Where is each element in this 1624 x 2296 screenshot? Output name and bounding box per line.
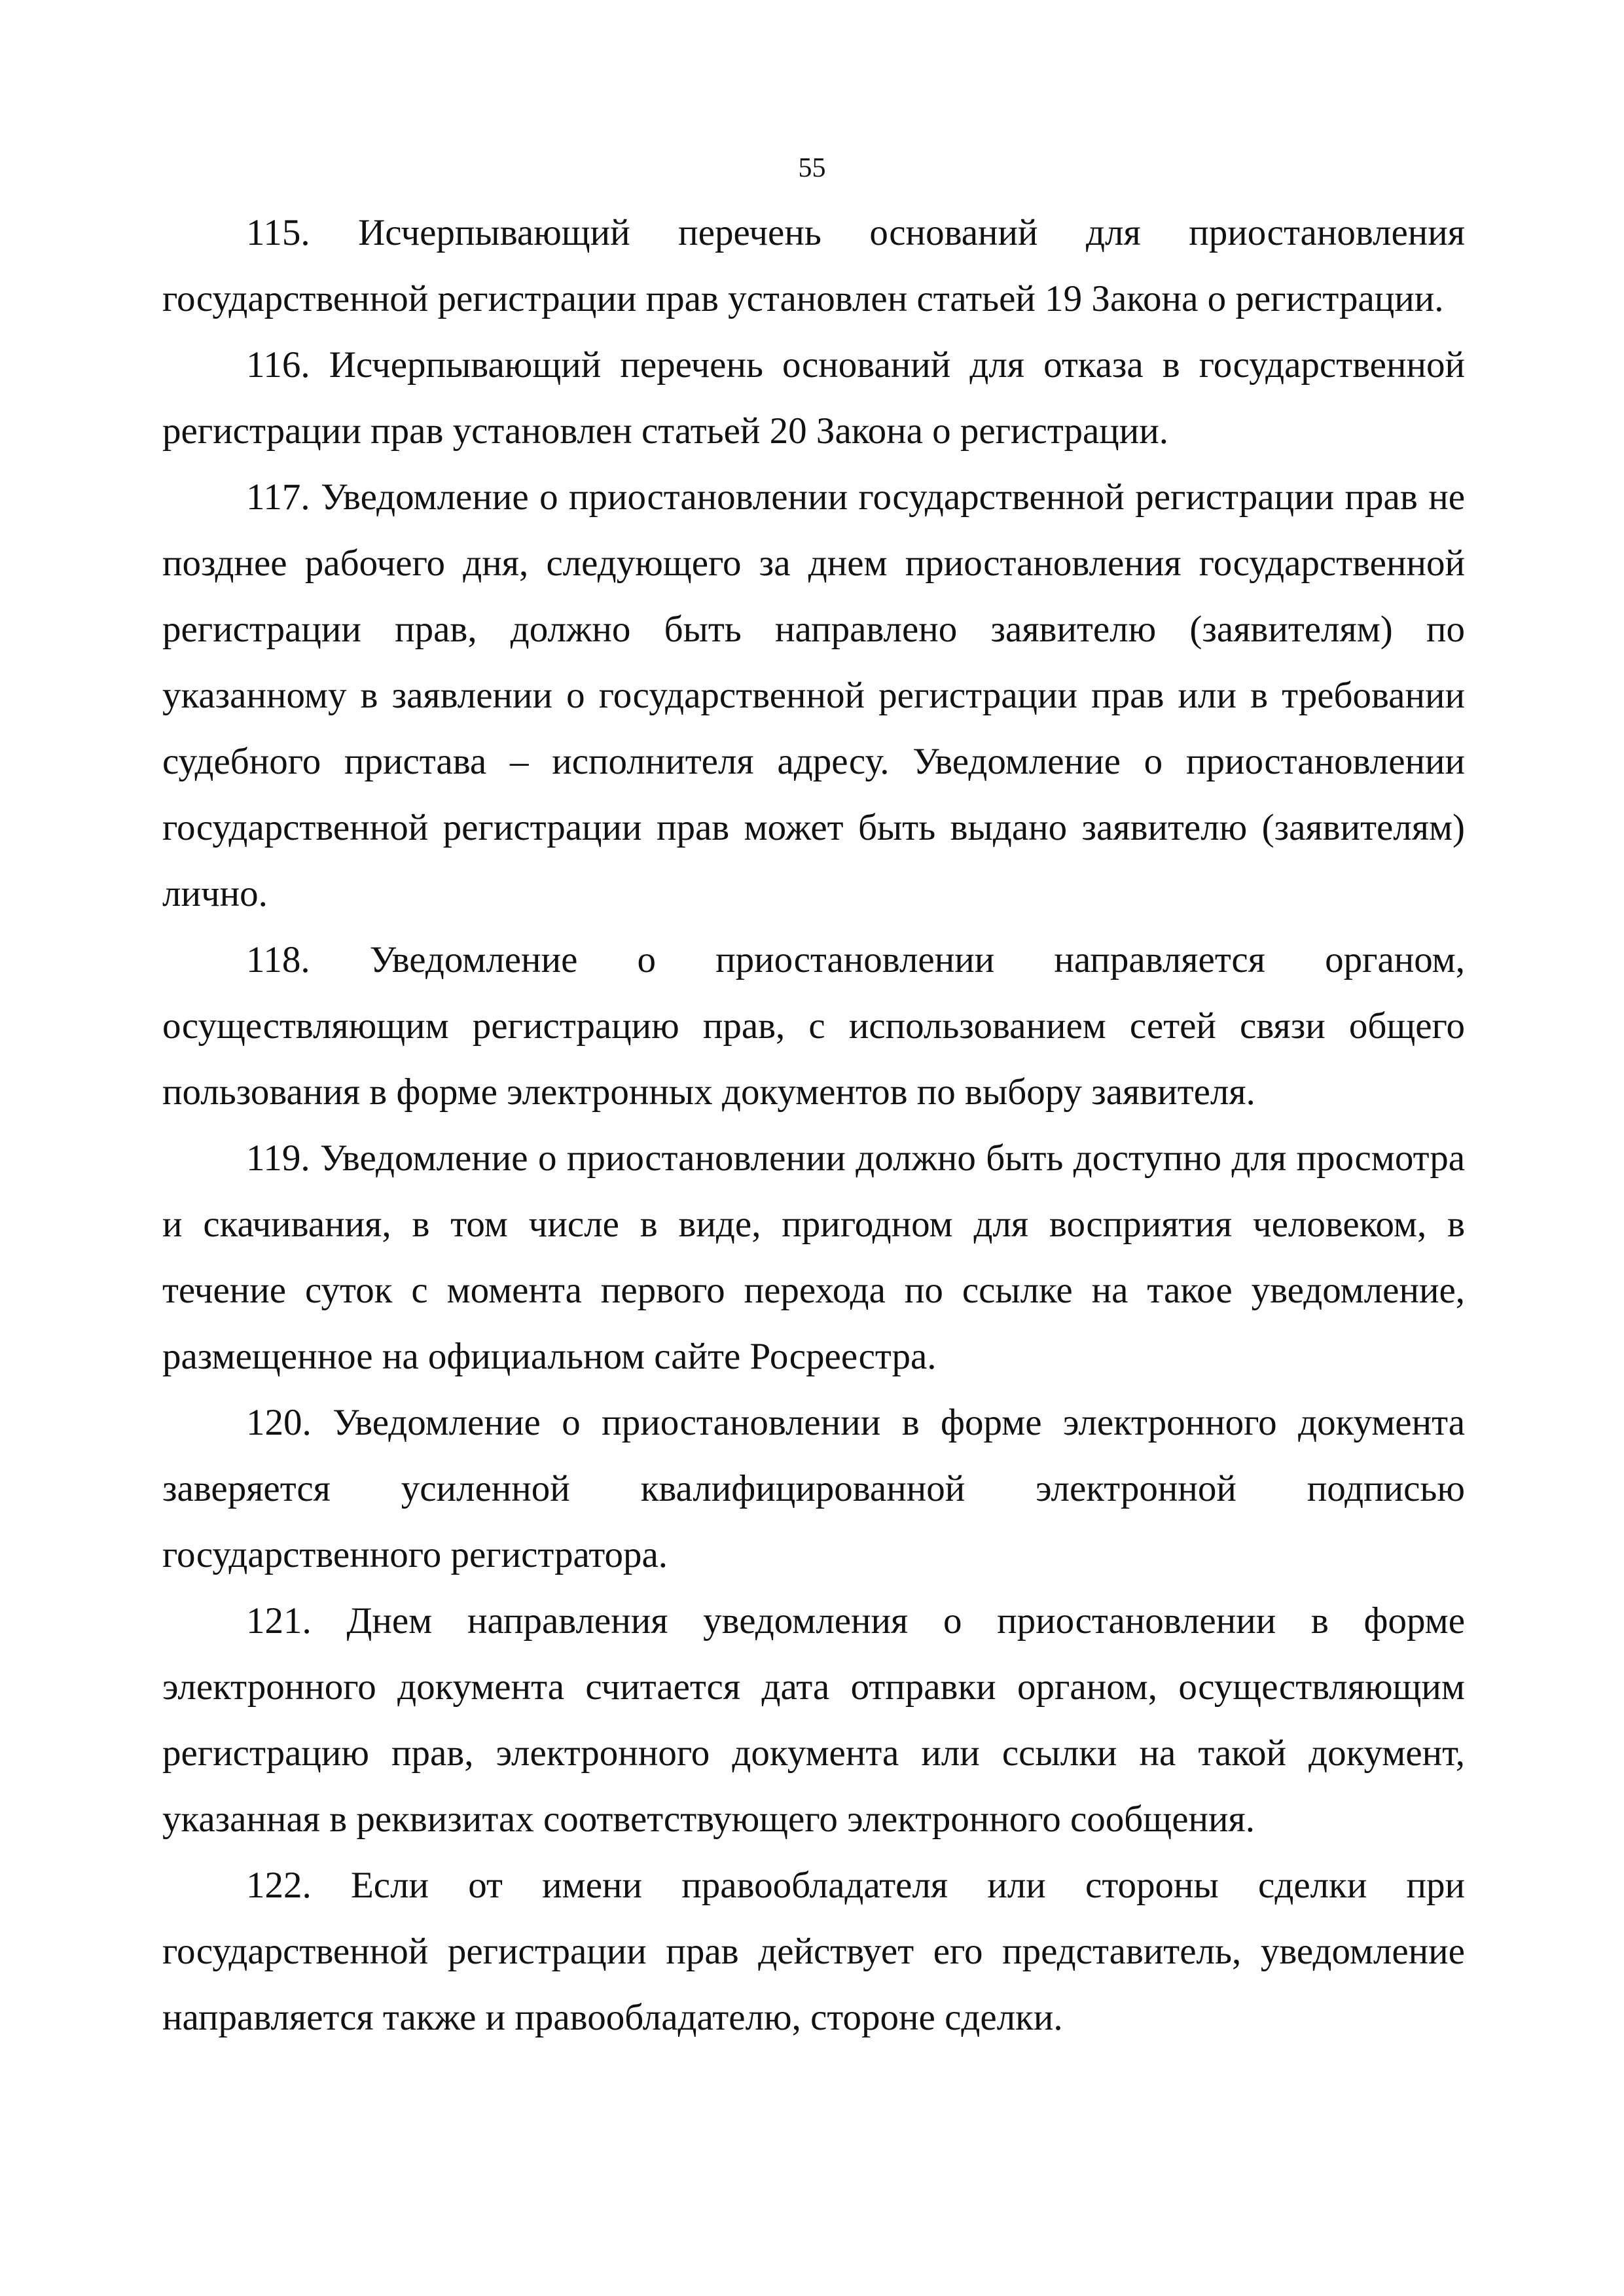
- paragraph-119: 119. Уведомление о приостановлении должно быть доступно для просмотра и скачивания, в том числе в виде, пригодном для восприятия человеком, в течение суток с момента первого перехода по ссылке на такое уведомление, размещенное на официальном сайте Росреестра.: [162, 1138, 1465, 1377]
- page-number: 55: [798, 153, 826, 183]
- paragraph-115: 115. Исчерпывающий перечень оснований для приостановления государственной регистрации прав установлен статьей 19 Закона о регистрации.: [162, 212, 1465, 319]
- paragraph-122: 122. Если от имени правообладателя или стороны сделки при государственной регистрации прав действует его представитель, уведомление направляется также и правообладателю, стороне сделки.: [162, 1865, 1465, 2038]
- paragraph-121: 121. Днем направления уведомления о приостановлении в форме электронного документа считается дата отправки органом, осуществляющим регистрацию прав, электронного документа или ссылки на такой документ, указанная в реквизитах соответствующего электронного сообщения.: [162, 1600, 1465, 1840]
- paragraph-118: 118. Уведомление о приостановлении направляется органом, осуществляющим регистрацию прав, с использованием сетей связи общего пользования в форме электронных документов по выбору заявителя.: [162, 939, 1465, 1113]
- document-body: [162, 200, 1465, 2051]
- paragraph-116: 116. Исчерпывающий перечень оснований для отказа в государственной регистрации прав установлен статьей 20 Закона о регистрации.: [162, 344, 1465, 452]
- paragraph-120: 120. Уведомление о приостановлении в форме электронного документа заверяется усиленной квалифицированной электронной подписью государственного регистратора.: [162, 1402, 1465, 1575]
- paragraph-117: 117. Уведомление о приостановлении государственной регистрации прав не позднее рабочего дня, следующего за днем приостановления государственной регистрации прав, должно быть направлено заявителю (заявителям) по указанному в заявлении о государственной регистрации прав или в требовании судебного пристава – исполнителя адресу. Уведомление о приостановлении государственной регистрации прав может быть выдано заявителю (заявителям) лично.: [162, 476, 1465, 914]
